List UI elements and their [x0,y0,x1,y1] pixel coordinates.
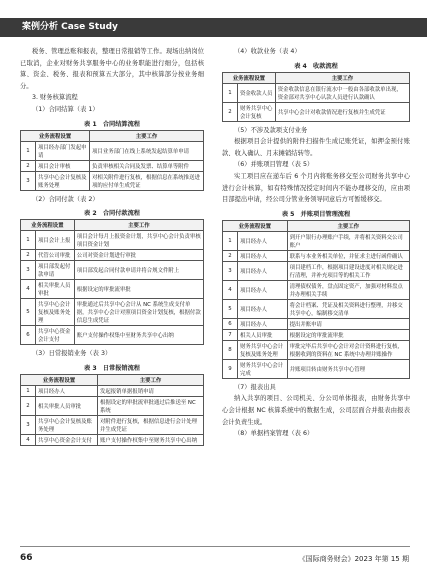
subheading-archives: （8）单据档案管理（表 6） [234,430,314,438]
table-cell: 共享中心资金会计支付 [36,326,75,345]
table-row [21,280,204,299]
table-cell: 5 [223,299,238,318]
table-cell: 共享中心资金会计支付 [36,434,98,445]
table-cell: 3 [21,415,36,434]
table-cell: 项目经办人 [238,280,288,299]
table-cell: 资金收款信息在银行流水中一般由各部收款单出现，资金部对共享中心认款人员进行认款确认 [275,83,409,102]
table-cell: 2 [223,250,238,261]
table-cell: 公司对资金计划进行审批 [74,250,203,261]
table-row [223,329,410,340]
intro-paragraph: 税务、管理总账和报表，整理日常报销等工作。现场出纳岗位已取消，企业对财务共享服务中心的业务职能进行细分，包括核算、资金、税务、报表和预算五大部分，其中核算部分按业务细分。 [20,48,204,90]
table-row [223,261,410,280]
table-cell: 根据设定的审批流审批通过后推送至 NC 系统 [97,396,203,415]
table-cell: 财务共享中心会计复核 [238,102,276,121]
table-cell: 共享中心会计复核及账务处理 [36,415,98,434]
table5-caption: 表 5 并账项目管理流程 [281,210,351,218]
table-cell: 项目部发起合同付款申请并将合规文件附上 [74,261,203,280]
table-row [223,102,410,121]
table-row [223,280,410,299]
table-row [21,385,204,396]
left-column [20,46,204,449]
table-row [21,415,204,434]
table-cell: 4 [223,280,238,299]
table2-header-setting: 业务流程设置 [21,220,75,231]
table-cell: 1 [223,83,238,102]
table-cell: 审批通过后共享中心会计从 NC 系统生成支付单据，共享中心会计对照项目资金计划复核，根据付款信息生成凭证 [74,299,203,326]
subheading-contract-settlement: （1）合同结算（表 1） [32,105,99,113]
table-cell: 6 [21,326,36,345]
table-cell: 共享中心会计复核及账务处理 [36,299,75,326]
table4 [222,72,410,122]
subheading-daily-reimbursement: （3）日常报销业务（表 3） [32,350,112,358]
table-cell: 项目经办人 [238,318,288,329]
table3 [20,374,204,446]
table-cell: 账户支付操作权集中至财务共享中心出纳 [97,434,203,445]
table-cell: 7 [223,329,238,340]
table-cell: 清理债权债务，盘点固定资产，加强对材料盘点并办理相关手续 [287,280,409,299]
section3-heading: 3. 财务核算流程 [32,94,78,102]
table-cell: 6 [223,318,238,329]
table1 [20,130,204,191]
subheading-reports: （7）报表出具 [234,383,276,391]
table-cell: 项目会计上报 [36,231,75,250]
section-header-bar [0,18,427,37]
table-cell: 1 [21,385,36,396]
table4-header-setting: 业务流程设置 [223,72,276,83]
table-cell: 共享中心会计复核及账务处理 [36,171,90,190]
page-number: 66 [20,553,33,563]
table-cell: 1 [21,141,36,160]
table-row [21,396,204,415]
table-cell: 项目经办人 [36,385,98,396]
table-row [21,250,204,261]
table-row [223,299,410,318]
table-cell: 项目会计每月上报资金计划，共享中心会计负责审核项目资金计划 [74,231,203,250]
table-cell: 1 [21,231,36,250]
table4-header-work: 主要工作 [275,72,409,83]
table5-header-work: 主要工作 [287,220,409,231]
table-row [21,326,204,345]
table-cell: 4 [21,280,36,299]
table-cell: 项目经办人 [238,250,288,261]
table2 [20,219,204,345]
table-cell: 代管公司审批 [36,250,75,261]
table-row [21,231,204,250]
subheading-contract-payment: （2）合同付款（表 2） [32,195,99,203]
table1-header-work: 主要工作 [90,130,204,141]
table-cell: 项目部发起付款申请 [36,261,75,280]
table-row [21,261,204,280]
table3-header-work: 主要工作 [97,374,203,385]
table5 [222,220,410,379]
paragraph-reports: 纳入共享的项目、公司机关、分公司单体报表，由财务共享中心会计根据 NC 核算系统中的数据生成，公司层面合并报表由报表会计负责生成。 [222,395,410,426]
table-cell: 2 [223,102,238,121]
table-row [21,160,204,171]
table3-caption: 表 3 日常报销流程 [84,364,140,372]
table-cell: 3 [223,261,238,280]
table-cell: 对附件进行复核，根据信息进行会计处理并生成凭证 [97,415,203,434]
subheading-merge-projects: （6）并账项目管理（表 5） [234,161,314,169]
table-row [223,250,410,261]
table-cell: 项目经办人 [238,299,288,318]
table-row [223,83,410,102]
table-cell: 项目会计审核 [36,160,90,171]
paragraph-merge-projects: 实工项目应在递车后 6 个月内将账务移交至公司财务共享中心进行会计核算，如有特殊情况授定时间内不能办理移交的，应由项目部提出申请，经公司分管业务领导同意后方可暂缓移交。 [222,172,410,204]
table-cell: 项目经办人 [238,231,288,250]
table-cell: 审批完毕后共享中心会计对会计资料进行复核，根据收到的资料在 NC 系统中办理并账操作 [287,340,409,359]
table-cell: 将会计档案、凭证及相关资料进行整理，并移交共享中心，编制移交清单 [287,299,409,318]
table1-caption: 表 1 合同结算流程 [84,120,140,128]
table-cell: 共享中心会计对收款情况进行复核并生成凭证 [275,102,409,121]
subheading-no-payment: （5）不涉及款项支付业务 [234,126,308,134]
table-cell: 根据设定的审批流审批 [74,280,203,299]
table1-header-setting: 业务流程设置 [21,130,90,141]
table5-header-setting: 业务流程设置 [223,220,288,231]
table-cell: 相关人员审批 [238,329,288,340]
right-column [222,46,410,440]
subheading-receipts: （4）收款业务（表 4） [234,48,301,55]
table-cell: 3 [21,171,36,190]
table-cell: 财务共享中心会计完成 [238,359,288,378]
table-cell: 根据设定的审批流审批 [287,329,409,340]
table-cell: 财务共享中心会计复核及账务处理 [238,340,288,359]
table-cell: 项目建档工作，根据项目建设进度对相关规定进行清理，并补充项目等的相关工作 [287,261,409,280]
table-cell: 项目业务部门在线上系统发起结算单申请 [90,141,204,160]
table-cell: 1 [223,231,238,250]
table-cell: 3 [21,261,36,280]
table-cell: 2 [21,396,36,415]
table-cell: 并账项目转由财务共享中心管理 [287,359,409,378]
table-cell: 8 [223,340,238,359]
section-header-label: 案例分析 Case Study [22,22,118,32]
table-cell: 5 [21,299,36,326]
table-row [223,231,410,250]
table2-caption: 表 2 合同付款流程 [84,210,140,218]
table-cell: 到开户银行办理账户手续，并将相关资料交公司账户 [287,231,409,250]
table-row [223,340,410,359]
table-cell: 负责审核相关合同及发票、结算单等附件 [90,160,204,171]
table-cell: 4 [21,434,36,445]
table-cell: 资金收款人员 [238,83,276,102]
table-row [21,141,204,160]
table-row [21,434,204,445]
table-cell: 相关审批人员审批 [36,280,75,299]
table-cell: 项目经办部门发起申请 [36,141,90,160]
table-row [21,171,204,190]
table-row [223,318,410,329]
table3-header-setting: 业务流程设置 [21,374,98,385]
table-cell: 发起报销单据报销申请 [97,385,203,396]
journal-name: 《国际商务财会》2023 年第 15 期 [298,555,409,563]
table-cell: 对相关附件进行复核，根据信息在系统推送进项的应付单生成凭证 [90,171,204,190]
table-cell: 账户支付操作权集中至财务共享中心出纳 [74,326,203,345]
table-cell: 9 [223,359,238,378]
table2-header-work: 主要工作 [74,220,203,231]
table-row [21,299,204,326]
footer-divider [20,546,410,547]
table4-caption: 表 4 收款流程 [294,62,338,70]
table-row [223,359,410,378]
table-cell: 2 [21,160,36,171]
table-cell: 提出并账申请 [287,318,409,329]
table-cell: 联系与本业务相关单位，并征求主进行函件确认 [287,250,409,261]
paragraph-no-payment: 根据项目会计提供的附件扫描件生成记账凭证，如押金预付账款、收入确认、月末摊销结转等。 [222,138,410,157]
table-cell: 项目经办人 [238,261,288,280]
table-cell: 2 [21,250,36,261]
table-cell: 相关审批人员审批 [36,396,98,415]
